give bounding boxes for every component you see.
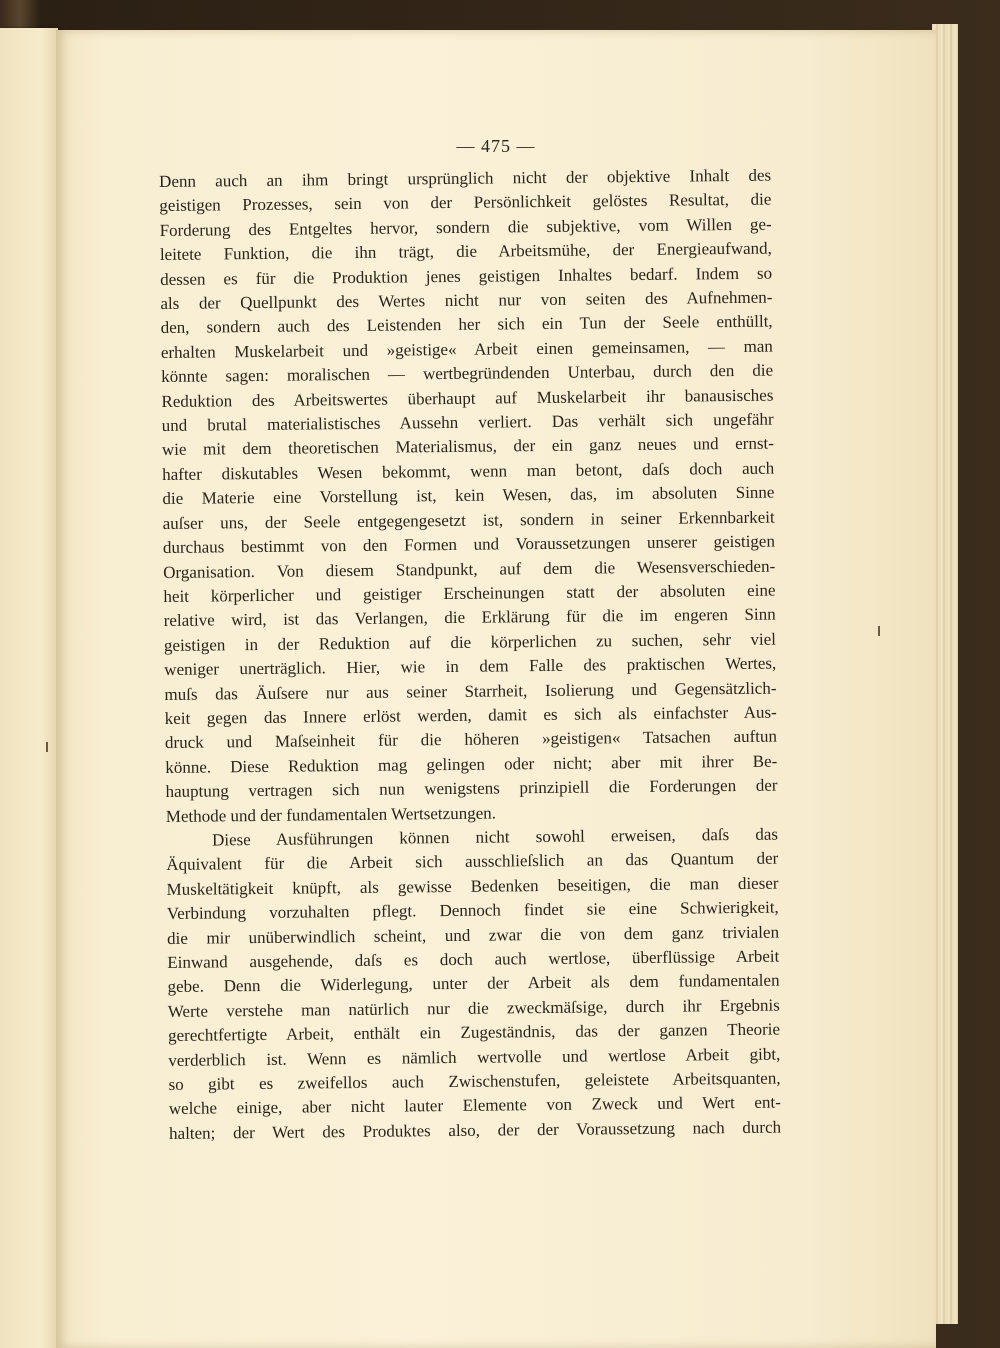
text-line: als der Quellpunkt des Wertes nicht nur von seiten des Aufnehmen- [160,287,773,314]
text-line: gerechtfertigte Arbeit, enthält ein Zugeständnis, das der ganzen Theorie [167,1019,781,1046]
text-line: heit körperlicher und geistiger Erscheinungen statt der absoluten eine [163,580,776,606]
text-line: Äquivalent für die Arbeit sich ausschlieſslich an das Quantum der [166,848,779,875]
text-line: verderblich ist. Wenn es nämlich wertvolle und wertlose Arbeit gibt, [168,1044,781,1070]
text-line: so gibt es zweifellos auch Zwischenstufen, geleistete Arbeitsquanten, [168,1068,781,1094]
text-line: gebe. Denn die Widerlegung, unter der Arbeit als dem fundamentalen [167,970,780,997]
text-line: Einwand ausgehende, daſs es doch auch wertlose, überflüssige Arbeit [167,946,780,972]
text-line: Werte verstehe man natürlich nur die zweckmäſsige, durch ihr Ergebnis [167,995,780,1021]
text-line: die Materie eine Vorstellung ist, kein Wesen, das, im absoluten Sinne [162,482,775,509]
margin-mark [46,742,48,752]
text-line: die mir unüberwindlich scheint, und zwar die von dem ganz trivialen [166,922,780,948]
text-line: druck und Maſseinheit für die höheren »geistigen« Tatsachen auftun [164,726,778,753]
text-line: könne. Diese Reduktion mag gelingen oder nicht; aber mit ihrer Be- [165,751,778,777]
text-line: Organisation. Von diesem Standpunkt, auf dem die Wesensverschieden- [163,556,776,582]
text-line: keit gegen das Innere erlöst werden, damit es sich als einfachster Aus- [164,702,777,728]
text-line: Verbindung vorzuhalten pflegt. Dennoch findet sie eine Schwierigkeit, [166,897,779,924]
text-line: erhalten Muskelarbeit und »geistige« Arbeit einen gemeinsamen, — man [160,336,773,362]
text-line: und brutal materialistisches Aussehn verliert. Das verhält sich ungefähr [161,409,774,436]
text-line: Forderung des Entgeltes hervor, sondern die subjektive, vom Willen ge- [159,214,772,240]
text-line: Denn auch an ihm bringt ursprünglich nicht der objektive Inhalt des [159,165,772,191]
text-line: hafter diskutables Wesen bekommt, wenn man betont, daſs doch auch [162,458,775,484]
text-line: muſs das Äuſsere nur aus seiner Starrheit, Isolierung und Gegensätzlich- [164,678,777,704]
text-line: geistigen Prozesses, sein von der Persönlichkeit gelöstes Resultat, die [159,189,772,216]
text-line: Muskeltätigkeit knüpft, als gewisse Bedenken beseitigen, die man dieser [166,873,779,899]
text-line: relative wird, ist das Verlangen, die Erklärung für die im engeren Sinn [163,604,776,631]
text-line: geistigen in der Reduktion auf die körperlichen zu suchen, sehr viel [163,629,777,655]
text-line: Methode und der fundamentalen Wertsetzungen. [165,803,497,826]
body-text [159,164,781,1147]
page-number: — 475 — [456,136,536,156]
text-line: dessen es für die Produktion jenes geistigen Inhaltes bedarf. Indem so [160,263,773,289]
book-page [56,30,936,1348]
text-line: den, sondern auch des Leistenden her sich ein Tun der Seele enthüllt, [160,312,773,338]
text-line: Diese Ausführungen können nicht sowohl erweisen, daſs das [211,824,779,850]
text-line: leitete Funktion, die ihn trägt, die Arbeitsmühe, der Energieaufwand, [159,238,772,265]
margin-mark [878,626,880,636]
text-line: hauptung vertragen sich nun wenigstens prinzipiell die Forderungen der [165,775,778,802]
text-line: halten; der Wert des Produktes also, der der Voraussetzung nach durch [168,1117,782,1143]
text-line: weniger unerträglich. Hier, wie in dem Falle des praktischen Wertes, [164,653,777,680]
text-line: könnte sagen: moralischen — wertbegründenden Unterbau, durch den die [161,360,774,387]
paragraph-2 [166,823,781,1147]
text-line: welche einige, aber nicht lauter Elemente von Zweck und Wert ent- [168,1092,781,1119]
facing-page-edge [0,28,58,1348]
text-line: Reduktion des Arbeitswertes überhaupt auf Muskelarbeit ihr banausisches [161,385,774,411]
text-line: auſser uns, der Seele entgegengesetzt ist, sondern in seiner Erkennbarkeit [162,507,775,533]
paragraph-1 [159,164,778,829]
text-line: wie mit dem theoretischen Materialismus, der ein ganz neues und ernst- [161,434,774,460]
text-line: durchaus bestimmt von den Formen und Voraussetzungen unserer geistigen [162,531,776,558]
